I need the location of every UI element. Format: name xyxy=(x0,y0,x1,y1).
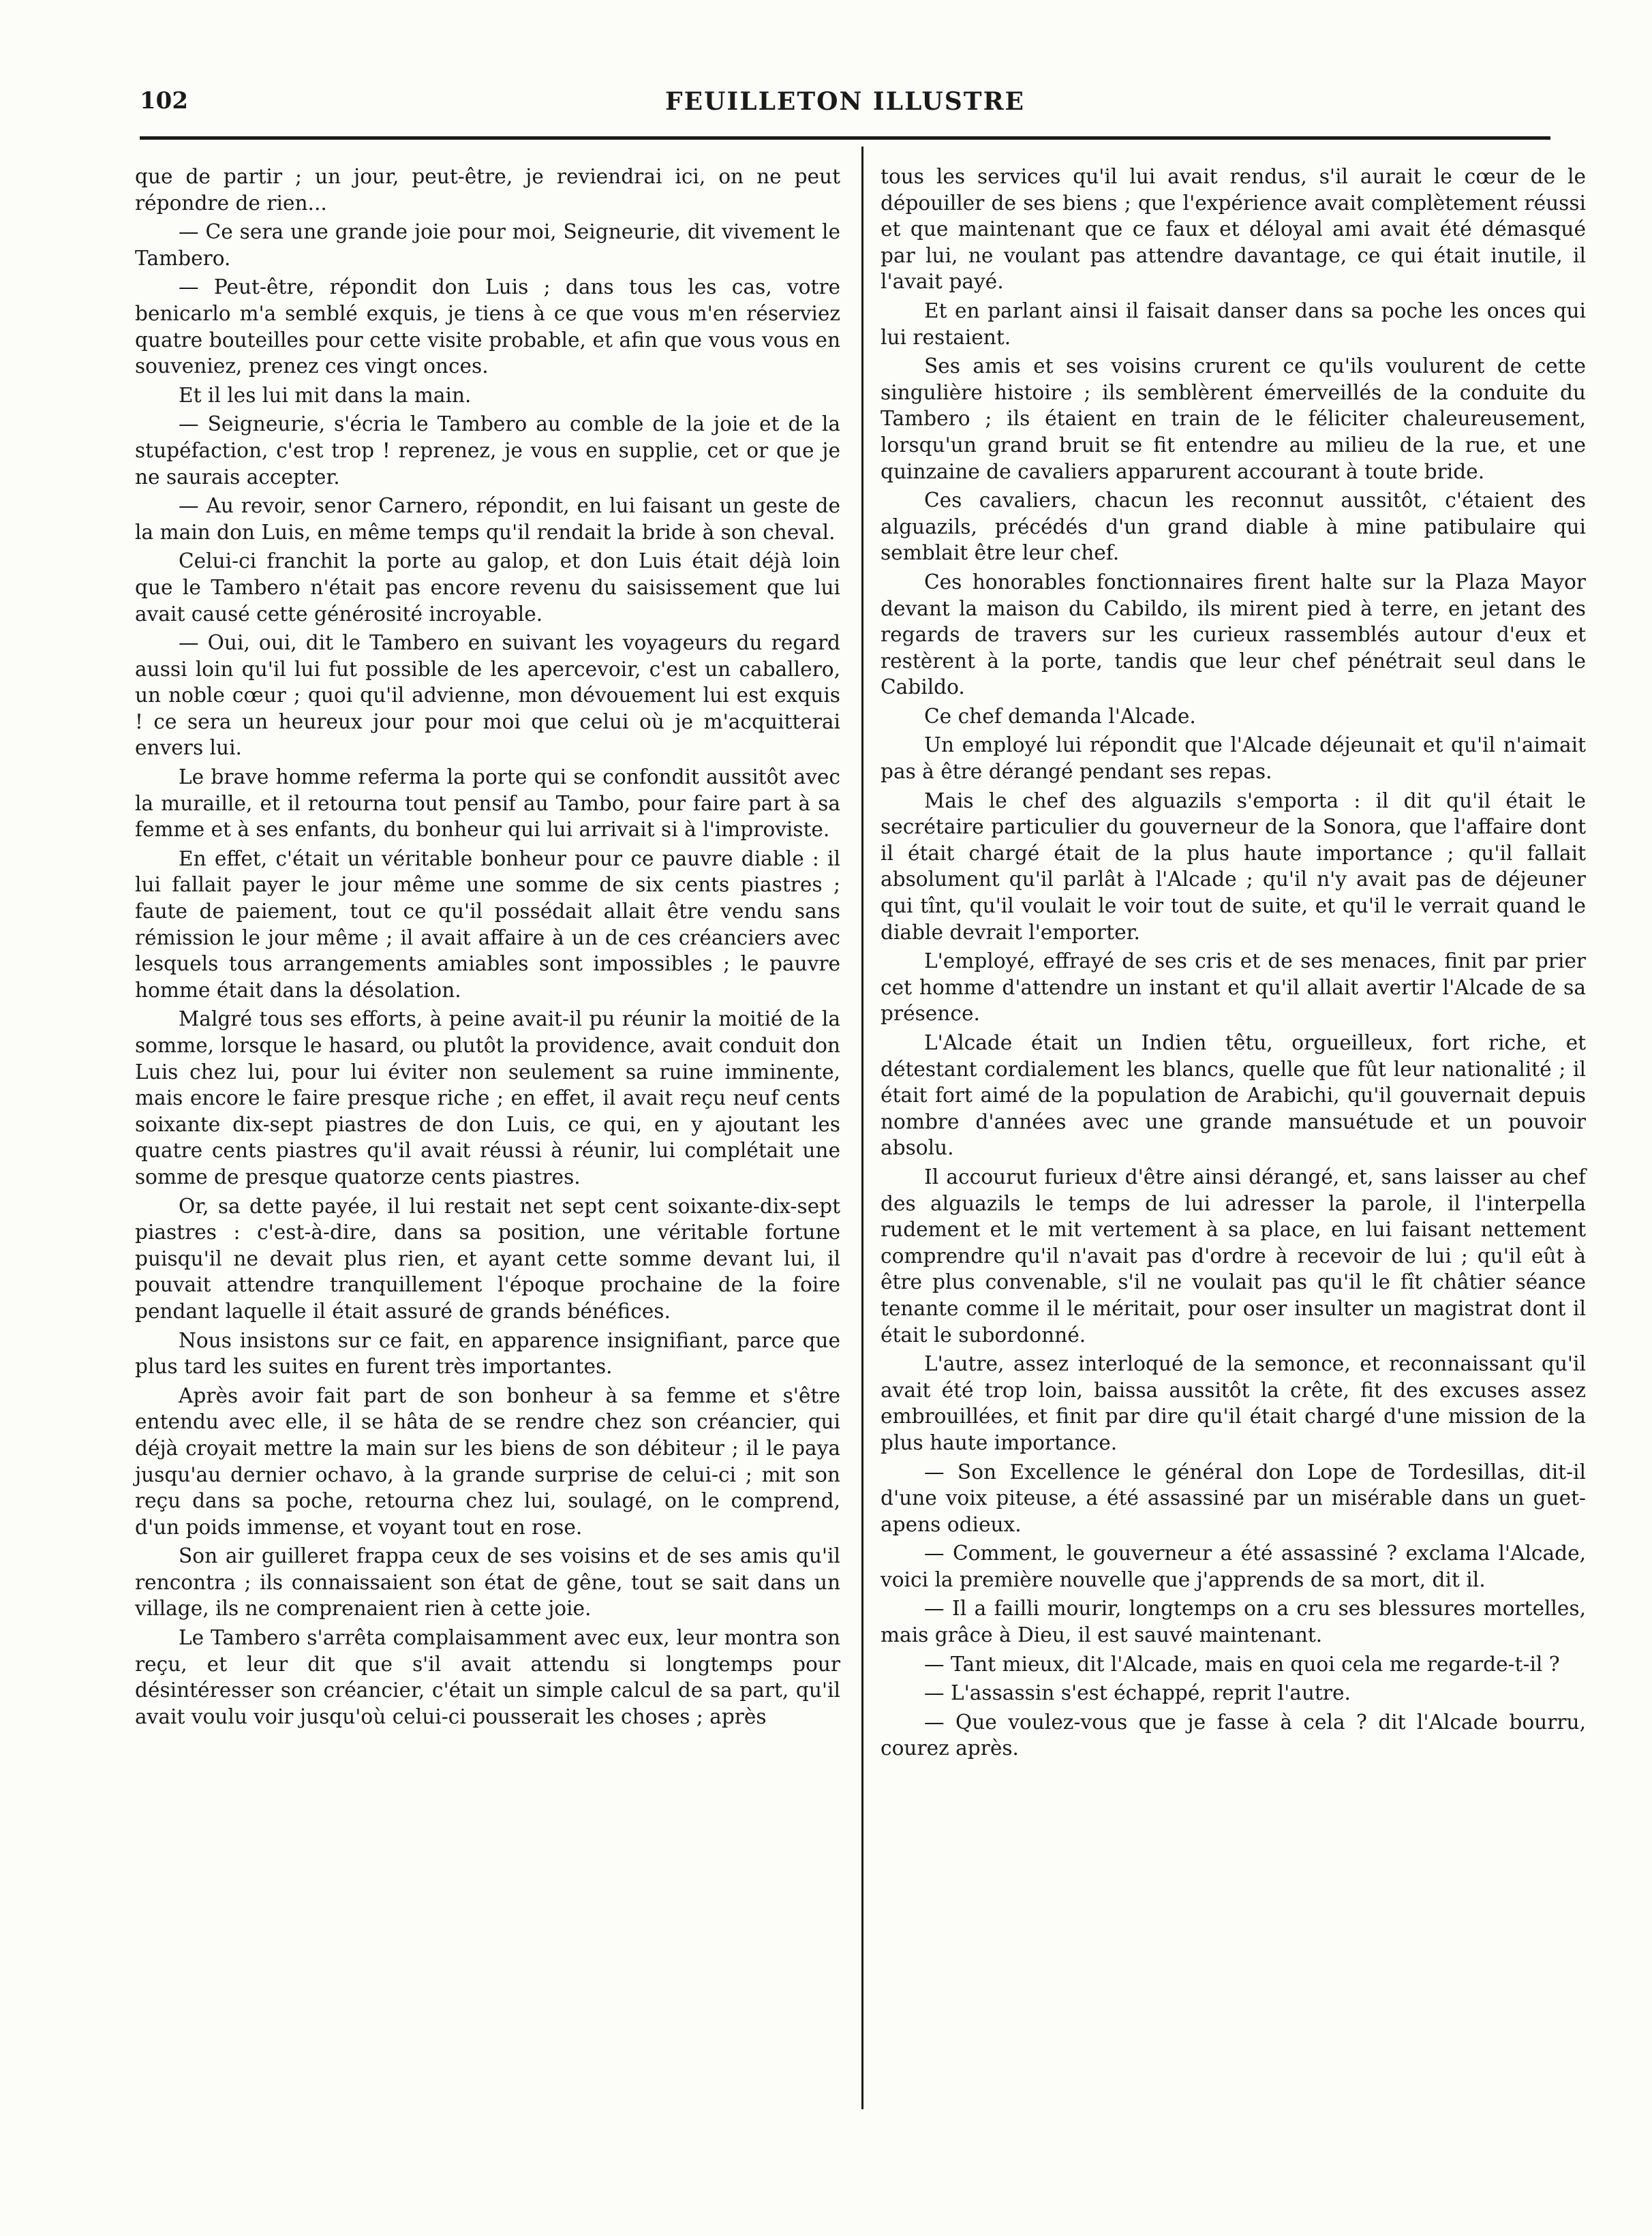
paragraph: tous les services qu'il lui avait rendus, s'il aurait le cœur de le dépouiller de ses biens ; que l'expérience avait complètement réussi et que maintenant que ce faux et déloyal ami avait été démasqué par lui, ne voulant pas attendre davantage, ce qui était inutile, il l'avait payé. xyxy=(881,165,1586,294)
paragraph: Ce chef demanda l'Alcade. xyxy=(924,704,1196,728)
paragraph: L'autre, assez interloqué de la semonce, et reconnaissant qu'il avait été trop loin, baissa aussitôt la crête, fit des excuses assez embrouillées, et finit par dire qu'il était chargé d'une mission de la plus haute importance. xyxy=(881,1352,1586,1454)
paragraph: — Ce sera une grande joie pour moi, Seigneurie, dit vivement le Tambero. xyxy=(135,220,840,270)
running-title: FEUILLETON ILLUSTRE xyxy=(665,87,1025,116)
paragraph: — Peut-être, répondit don Luis ; dans tous les cas, votre benicarlo m'a semblé exquis, je tiens à ce que vous m'en réserviez quatre bouteilles pour cette visite probable, et afin que vous vous en souveniez, prenez ces vingt onces. xyxy=(135,275,840,378)
paragraph: Ses amis et ses voisins crurent ce qu'ils voulurent de cette singulière histoire ; ils semblèrent émerveillés de la conduite du Tambero ; ils étaient en train de le féliciter chaleureusement, lorsqu'un grand bruit se fit entendre au milieu de la rue, et une quinzaine de cavaliers apparurent accourant à toute bride. xyxy=(881,354,1586,483)
paragraph: — Comment, le gouverneur a été assassiné ? exclama l'Alcade, voici la première nouvelle que j'apprends de sa mort, dit il. xyxy=(881,1542,1586,1591)
paragraph: Mais le chef des alguazils s'emporta : il dit qu'il était le secrétaire particulier du gouverneur de la Sonora, que l'affaire dont il était chargé était de la plus haute importance ; qu'il fallait absolument qu'il parlât à l'Alcade ; qu'il n'y avait pas de déjeuner qui tînt, qu'il voulait le voir tout de suite, et qu'il le verrait quand le diable devrait l'emporter. xyxy=(881,788,1586,944)
column-divider xyxy=(861,147,863,2109)
paragraph: Et en parlant ainsi il faisait danser dans sa poche les onces qui lui restaient. xyxy=(881,298,1586,349)
left-column xyxy=(135,164,840,1732)
page-header xyxy=(140,87,1550,128)
paragraph: Un employé lui répondit que l'Alcade déjeunait et qu'il n'aimait pas à être dérangé pendant ses repas. xyxy=(881,733,1586,784)
paragraph: — Au revoir, senor Carnero, répondit, en lui faisant un geste de la main don Luis, en même temps qu'il rendait la bride à son cheval. xyxy=(135,494,840,544)
paragraph: — Il a failli mourir, longtemps on a cru ses blessures mortelles, mais grâce à Dieu, il est sauvé maintenant. xyxy=(881,1597,1586,1647)
paragraph: Et il les lui mit dans la main. xyxy=(179,383,472,407)
header-rule xyxy=(140,136,1550,140)
paragraph: que de partir ; un jour, peut-être, je reviendrai ici, on ne peut répondre de rien... xyxy=(135,165,840,215)
paragraph: L'employé, effrayé de ses cris et de ses menaces, finit par prier cet homme d'attendre un instant et qu'il allait avertir l'Alcade de sa présence. xyxy=(881,949,1586,1026)
paragraph: Le brave homme referma la porte qui se confondit aussitôt avec la muraille, et il retourna tout pensif au Tambo, pour faire part à sa femme et à ses enfants, du bonheur qui lui arrivait si à l'improviste. xyxy=(135,765,840,842)
paragraph: Malgré tous ses efforts, à peine avait-il pu réunir la moitié de la somme, lorsque le hasard, ou plutôt la providence, avait conduit don Luis chez lui, pour lui éviter non seulement sa ruine imminente, mais encore le faire presque riche ; en effet, il avait reçu neuf cents soixante dix-sept piastres de don Luis, ce qui, en y ajoutant les quatre cents piastres qu'il avait réussi à réunir, lui complétait une somme de presque quatorze cents piastres. xyxy=(135,1007,840,1189)
paragraph: — L'assassin s'est échappé, reprit l'autre. xyxy=(924,1681,1351,1705)
paragraph: — Seigneurie, s'écria le Tambero au comble de la joie et de la stupéfaction, c'est trop ! reprenez, je vous en supplie, cet or que je ne saurais accepter. xyxy=(135,412,840,489)
paragraph: Après avoir fait part de son bonheur à sa femme et s'être entendu avec elle, il se hâta de se rendre chez son créancier, qui déjà croyait mettre la main sur les biens de son débiteur ; il le paya jusqu'au dernier ochavo, à la grande surprise de celui-ci ; mit son reçu dans sa poche, retourna chez lui, soulagé, on le comprend, d'un poids immense, et voyant tout en rose. xyxy=(135,1383,840,1539)
right-column xyxy=(881,164,1586,1764)
paragraph: Ces honorables fonctionnaires firent halte sur la Plaza Mayor devant la maison du Cabildo, ils mirent pied à terre, en jetant des regards de travers sur les curieux rassemblés autour d'eux et restèrent à la porte, tandis que leur chef pénétrait seul dans le Cabildo. xyxy=(881,570,1586,699)
paragraph: L'Alcade était un Indien têtu, orgueilleux, fort riche, et détestant cordialement les blancs, quelle que fût leur nationalité ; il était fort aimé de la population de Arabichi, qu'il gouvernait depuis nombre d'années avec une grande mansuétude et un pouvoir absolu. xyxy=(881,1031,1586,1160)
paragraph: — Son Excellence le général don Lope de Tordesillas, dit-il d'une voix piteuse, a été assassiné par un misérable dans un guet-apens odieux. xyxy=(881,1460,1586,1536)
page-number: 102 xyxy=(140,87,188,114)
paragraph: — Tant mieux, dit l'Alcade, mais en quoi cela me regarde-t-il ? xyxy=(924,1652,1560,1676)
paragraph: Nous insistons sur ce fait, en apparence insignifiant, parce que plus tard les suites en furent très importantes. xyxy=(135,1328,840,1379)
paragraph: Celui-ci franchit la porte au galop, et don Luis était déjà loin que le Tambero n'était pas encore revenu du saisissement que lui avait causé cette générosité incroyable. xyxy=(135,549,840,626)
paragraph: Son air guilleret frappa ceux de ses voisins et de ses amis qu'il rencontra ; ils connaissaient son état de gêne, tout se sait dans un village, ils ne comprenaient rien à cette joie. xyxy=(135,1544,840,1621)
paragraph: Or, sa dette payée, il lui restait net sept cent soixante-dix-sept piastres : c'est-à-dire, dans sa position, une véritable fortune puisqu'il ne devait plus rien, et ayant cette somme devant lui, il pouvait attendre tranquillement l'époque prochaine de la foire pendant laquelle il était assuré de grands bénéfices. xyxy=(135,1194,840,1323)
paragraph: Le Tambero s'arrêta complaisamment avec eux, leur montra son reçu, et leur dit que s'il avait attendu si longtemps pour désintéresser son créancier, c'était un simple calcul de sa part, qu'il avait voulu voir jusqu'où celui-ci pousserait les choses ; après xyxy=(135,1626,840,1728)
paragraph: — Oui, oui, dit le Tambero en suivant les voyageurs du regard aussi loin qu'il lui fut possible de les apercevoir, c'est un caballero, un noble cœur ; quoi qu'il advienne, mon dévouement lui est exquis ! ce sera un heureux jour pour moi que celui où je m'acquitterai envers lui. xyxy=(135,631,840,760)
paragraph: Il accourut furieux d'être ainsi dérangé, et, sans laisser au chef des alguazils le temps de lui adresser la parole, il l'interpella rudement et le mit vertement à sa place, en lui faisant nettement comprendre qu'il n'avait pas d'ordre à recevoir de lui ; qu'il eût à être plus convenable, s'il ne voulait pas qu'il le fît châtier séance tenante comme il le méritait, pour oser insulter un magistrat dont il était le subordonné. xyxy=(881,1165,1586,1347)
paragraph: — Que voulez-vous que je fasse à cela ? dit l'Alcade bourru, courez après. xyxy=(881,1710,1586,1760)
paragraph: Ces cavaliers, chacun les reconnut aussitôt, c'étaient des alguazils, précédés d'un grand diable à mine patibulaire qui semblait être leur chef. xyxy=(881,489,1586,565)
paragraph: En effet, c'était un véritable bonheur pour ce pauvre diable : il lui fallait payer le jour même une somme de six cents piastres ; faute de paiement, tout ce qu'il possédait allait être vendu sans rémission le jour même ; il avait affaire à un de ces créanciers avec lesquels tous arrangements amiables sont impossibles ; le pauvre homme était dans la désolation. xyxy=(135,846,840,1002)
